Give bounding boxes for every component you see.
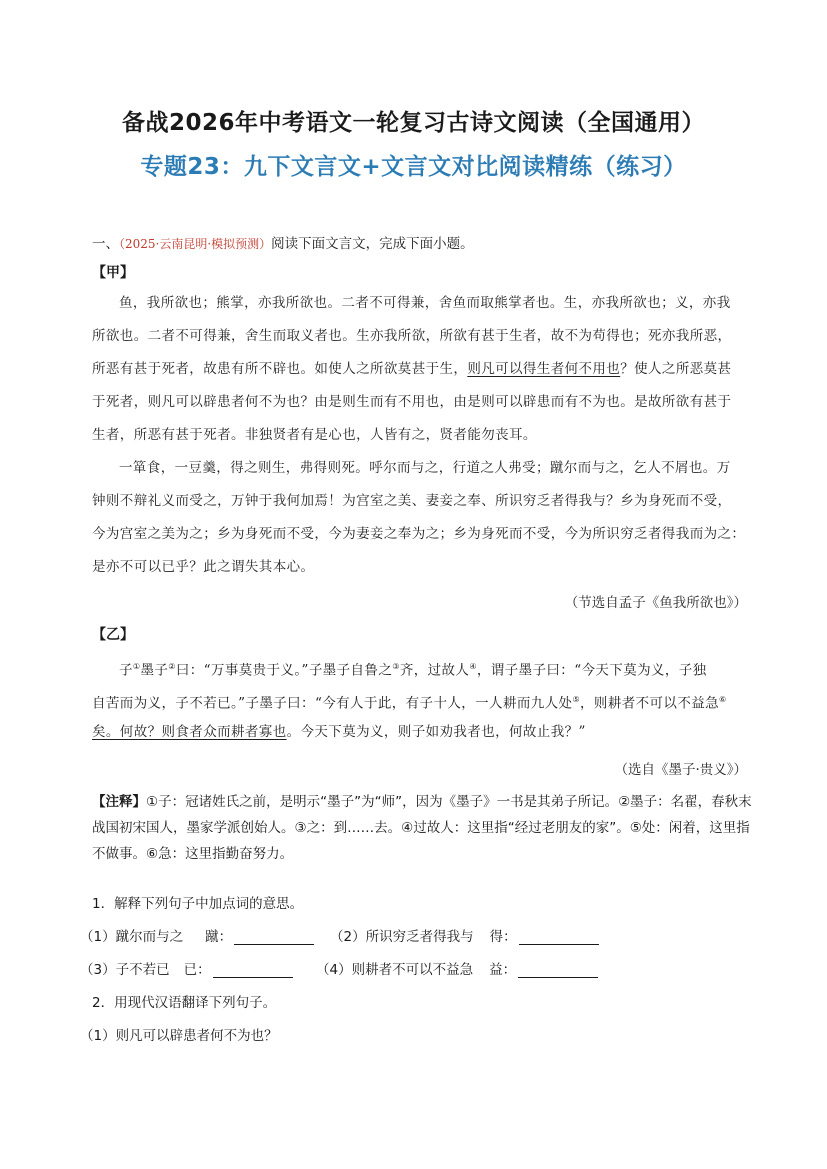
explain-item: （2）所识穷乏者得我与 得： [330,925,599,945]
explain-item: （1）蹴尔而与之 蹴： [80,925,314,945]
passage-b-line: 子①墨子②曰：“万事莫贵于义。”子墨子自鲁之③齐，过故人④，谓子墨子曰：“今天下莫为义，子独 [119,662,707,679]
passage-b-source: （选自《墨子·贵义》） [614,762,747,778]
passage-a-line: 所恶有甚于死者，故患有所不辟也。如使人之所欲莫甚于生，则凡可以得生者何不用也？使人之所恶莫甚 [92,361,732,377]
question-explain-title: 1．解释下列句子中加点词的意思。 [92,896,304,912]
passage-a-line: 钟则不辩礼义而受之，万钟于我何加焉！为宫室之美、妻妾之奉、所识穷乏者得我与？乡为身死而不受， [92,493,732,509]
explain-item: （4）则耕者不可以不益急 益： [316,958,598,978]
passage-a-line: 一箪食，一豆羹，得之则生，弗得则死。呼尔而与之，行道之人弗受；蹴尔而与之，乞人不屑也。万 [119,460,731,476]
passage-b-line: 矣。何故？则食者众而耕者寡也。今天下莫为义，则子如劝我者也，何故止我？” [92,724,586,740]
passage-a-line: 于死者，则凡可以辟患者何不为也？由是则生而有不用也，由是则可以辟患而有不为也。是故所欲有甚于 [92,394,732,410]
question-translate-title: 2．用现代汉语翻译下列句子。 [92,995,277,1011]
passage-a-line: 生者，所恶有甚于死者。非独贤者有是心也，人皆有之，贤者能勿丧耳。 [92,427,537,443]
underlined-sentence: 则凡可以得生者何不用也 [467,361,621,377]
passage-b-label: 【乙】 [92,627,134,643]
answer-blank[interactable] [234,930,314,945]
passage-a-line: 今为宫室之美为之；乡为身死而不受，今为妻妾之奉为之；乡为身死而不受，今为所识穷乏者得我而为之： [92,526,746,542]
passage-a-line: 鱼，我所欲也；熊掌，亦我所欲也。二者不可得兼，舍鱼而取熊掌者也。生，亦我所欲也；义，亦我 [119,295,731,311]
question-number: 一、 [92,236,119,252]
question-heading [92,232,474,252]
answer-blank[interactable] [518,963,598,978]
sub-title: 专题23：九下文言文+文言文对比阅读精练（练习） [140,154,687,180]
passage-a-line: 所欲也。二者不可得兼，舍生而取义者也。生亦我所欲，所欲有甚于生者，故不为苟得也；死亦我所恶， [92,328,732,344]
explain-item: （3）子不若已 已： [80,958,293,978]
answer-blank[interactable] [213,963,293,978]
notes-block [92,789,752,867]
answer-blank[interactable] [519,930,599,945]
question-source: （2025·云南昆明·模拟预测） [119,237,272,251]
notes-label: 【注释】 [92,794,146,810]
passage-b-line: 自苦而为义，子不若已。”子墨子曰：“今有人于此，有子十人，一人耕而九人处⑤，则耕者不可以不益急⑥ [92,695,727,712]
main-title: 备战2026年中考语文一轮复习古诗文阅读（全国通用） [121,110,705,136]
notes-text: ①子：冠诸姓氏之前，是明示“墨子”为“师”，因为《墨子》一书是其弟子所记。②墨子：名翟，春秋末战国初宋国人，墨家学派创始人。③之：到……去。④过故人：这里指“经过老朋友的家”。⑤处：闲着，这里指不做事。⑥急：这里指勤奋努力。 [92,794,752,862]
passage-a-label: 【甲】 [92,265,134,281]
question-instruction: 阅读下面文言文，完成下面小题。 [271,236,474,252]
passage-a-line: 是亦不可以已乎？此之谓失其本心。 [92,559,315,575]
underlined-sentence: 矣。何故？则食者众而耕者寡也 [92,724,287,740]
passage-a-source: （节选自孟子《鱼我所欲也》） [564,595,747,611]
translate-item: （1）则凡可以辟患者何不为也？ [80,1028,278,1044]
